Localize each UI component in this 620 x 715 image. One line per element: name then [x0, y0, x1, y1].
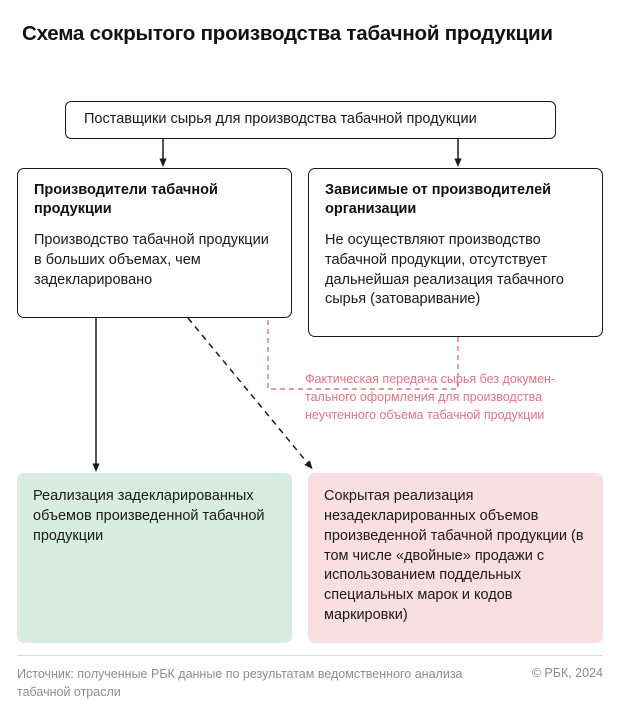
node-suppliers	[65, 101, 556, 139]
node-suppliers-label: Поставщики сырья для производства табачной продукции	[84, 111, 477, 128]
node-hidden-sales-text: Сокрытая реализация незадекларированных объемов произведенной табачной продукции (в том числе «двойные» продажи с использованием поддельных специальных марок и кодов маркировки)	[324, 488, 584, 624]
page-title: Схема сокрытого производства табачной продукции	[22, 22, 553, 45]
copyright-note: © РБК, 2024	[531, 666, 603, 680]
node-dependent-organizations	[308, 168, 603, 337]
node-hidden-sales	[308, 473, 603, 643]
annotation-raw-material-transfer: Фактическая передача сырья без документального оформления для производства неучтенного объема табачной продукции	[305, 372, 556, 422]
source-note: Источник: полученные РБК данные по результатам ведомственного анализа табачной отрасли	[17, 667, 463, 699]
node-declared-sales	[17, 473, 292, 643]
node-dependent-text: Не осуществляют производство табачной продукции, отсутствует дальнейшая реализация табачного сырья (затоваривание)	[325, 231, 564, 308]
node-producers	[17, 168, 292, 318]
node-declared-sales-text: Реализация задекларированных объемов произведенной табачной продукции	[33, 488, 265, 544]
node-dependent-heading: Зависимые от производителей организации	[325, 182, 552, 218]
node-producers-text: Производство табачной продукции в больших объемах, чем задекларировано	[34, 231, 269, 288]
arrow-producers-to-hidden	[188, 318, 310, 466]
node-producers-heading: Производители табачной продукции	[34, 182, 218, 218]
footer-divider	[17, 655, 603, 656]
